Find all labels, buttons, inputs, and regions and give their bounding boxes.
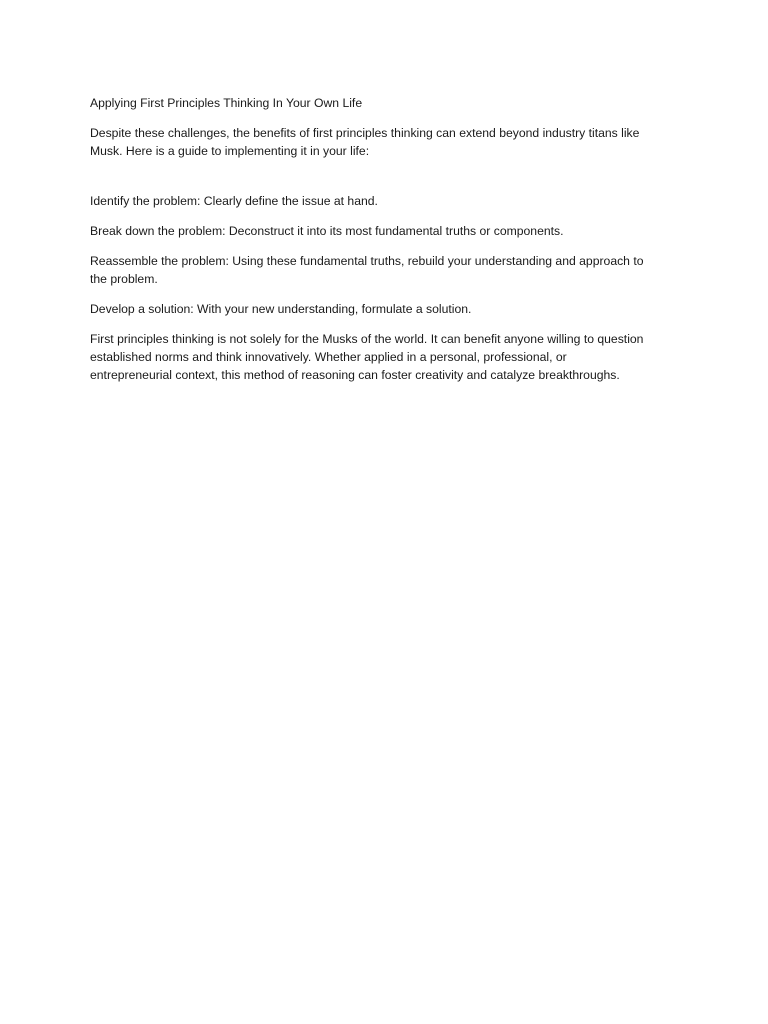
step-reassemble-problem: Reassemble the problem: Using these fundamental truths, rebuild your understanding and approach to the problem. xyxy=(90,254,644,286)
step-break-down-problem: Break down the problem: Deconstruct it into its most fundamental truths or components. xyxy=(90,224,564,238)
intro-paragraph: Despite these challenges, the benefits of first principles thinking can extend beyond industry titans like Musk. Here is a guide to implementing it in your life: xyxy=(90,126,640,158)
section-heading: Applying First Principles Thinking In Your Own Life xyxy=(90,96,363,110)
conclusion-paragraph: First principles thinking is not solely for the Musks of the world. It can benefit anyone willing to question established norms and think innovatively. Whether applied in a personal, professional, or entrepreneurial context, this method of reasoning can foster creativity and catalyze breakthroughs. xyxy=(90,332,644,382)
step-develop-solution: Develop a solution: With your new understanding, formulate a solution. xyxy=(90,302,472,316)
step-identify-problem: Identify the problem: Clearly define the issue at hand. xyxy=(90,194,378,208)
document-body xyxy=(90,94,680,396)
